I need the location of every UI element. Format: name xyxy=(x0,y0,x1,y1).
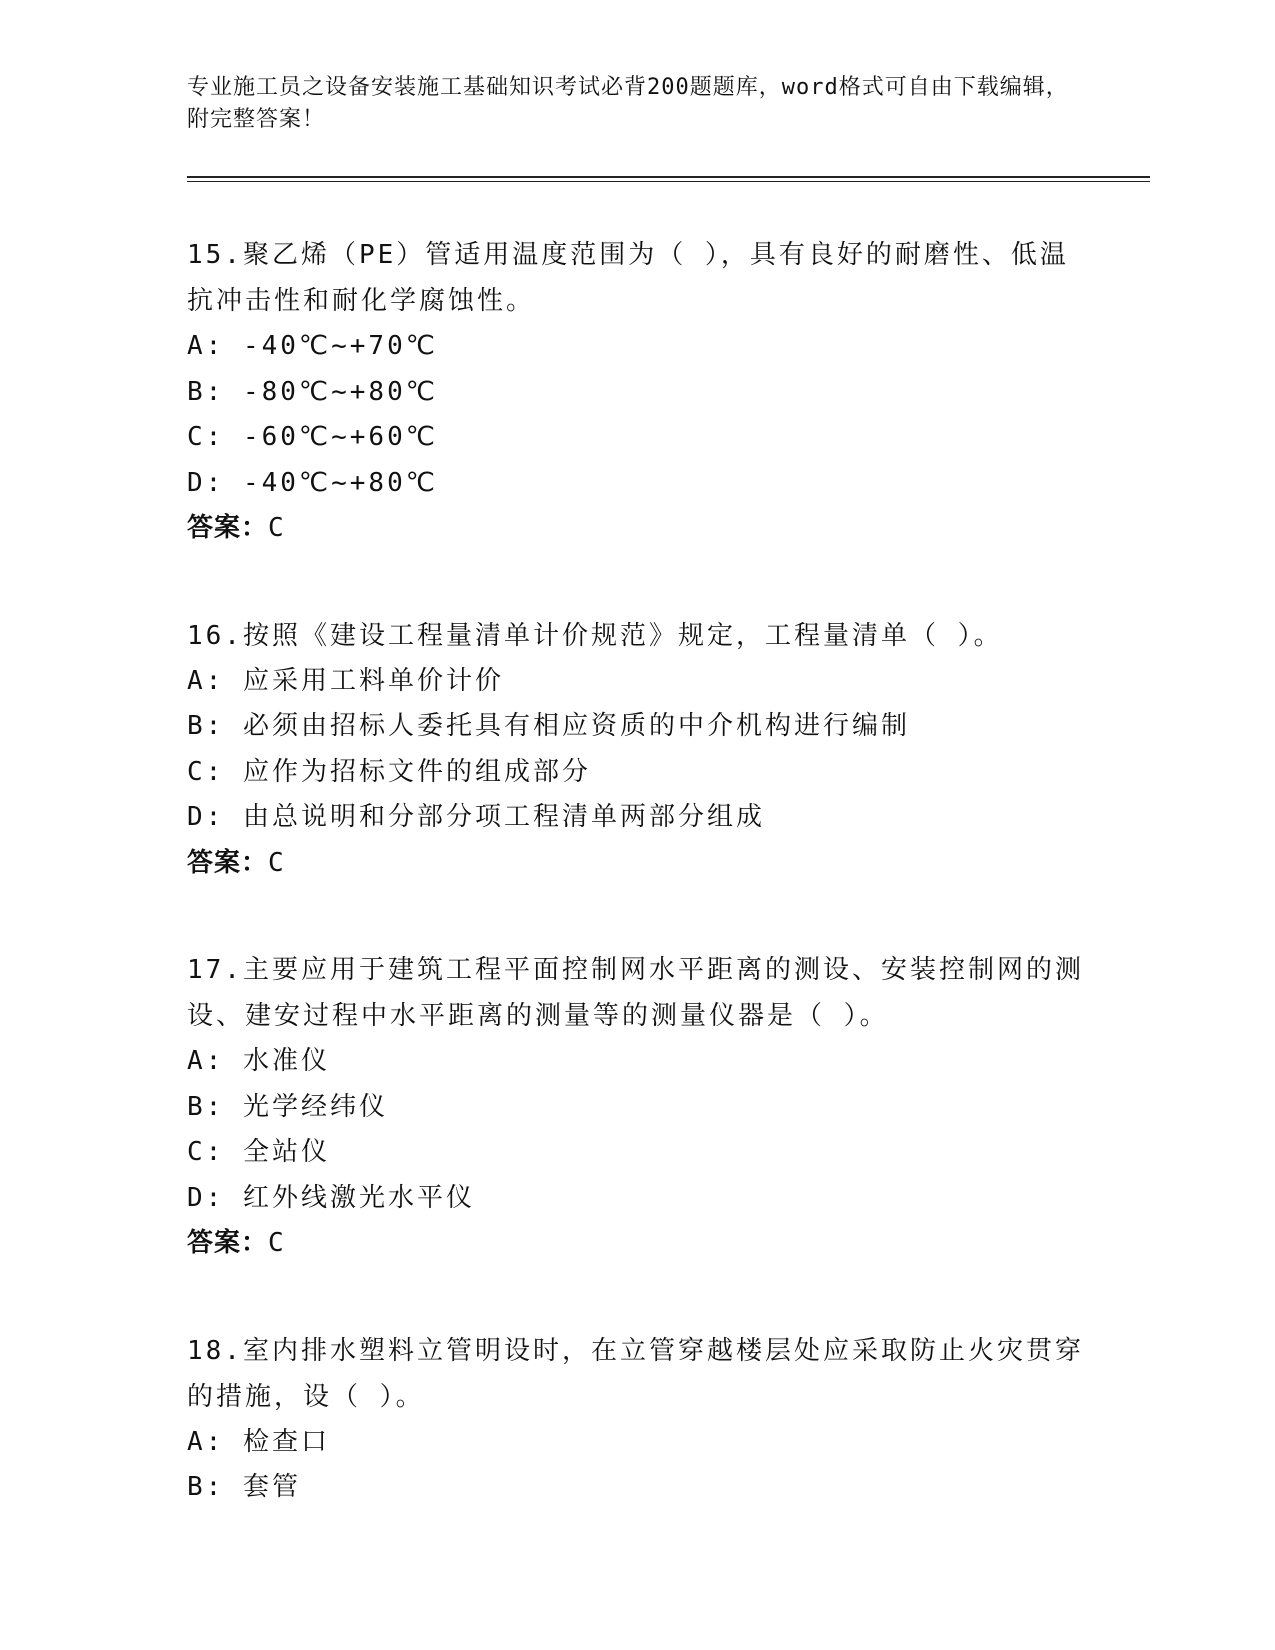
question-list xyxy=(187,232,1087,1572)
answer-label: 答案： xyxy=(187,847,269,878)
header-divider-thick xyxy=(187,176,1150,178)
question-18 xyxy=(187,1328,1087,1511)
document-header: 专业施工员之设备安装施工基础知识考试必背200题题库，word格式可自由下载编辑，附完整答案！ xyxy=(187,75,1069,132)
option-b: B: -80℃~+80℃ xyxy=(187,376,438,407)
option-c: C: 全站仪 xyxy=(187,1137,330,1167)
option-a: A: 应采用工料单价计价 xyxy=(187,665,504,696)
question-16 xyxy=(187,613,1087,887)
answer-value: C xyxy=(268,513,285,543)
option-a: A: 检查口 xyxy=(187,1426,330,1457)
question-stem: 18.室内排水塑料立管明设时，在立管穿越楼层处应采取防止火灾贯穿的措施，设（ ）。 xyxy=(187,1335,1084,1412)
option-b: B: 光学经纬仪 xyxy=(187,1091,388,1122)
answer-line xyxy=(187,841,1087,887)
question-stem: 16.按照《建设工程量清单计价规范》规定，工程量清单（ ）。 xyxy=(187,620,1003,651)
header-divider-thin xyxy=(187,181,1150,182)
option-d: D: 红外线激光水平仪 xyxy=(187,1182,475,1213)
option-d: D: 由总说明和分部分项工程清单两部分组成 xyxy=(187,802,765,832)
answer-value: C xyxy=(268,847,285,878)
option-c: C: 应作为招标文件的组成部分 xyxy=(187,756,591,787)
option-d: D: -40℃~+80℃ xyxy=(187,467,438,498)
question-15 xyxy=(187,232,1087,552)
question-stem: 17.主要应用于建筑工程平面控制网水平距离的测设、安装控制网的测设、建安过程中水平距离的测量等的测量仪器是（ ）。 xyxy=(187,955,1084,1031)
option-a: A: -40℃~+70℃ xyxy=(187,331,438,361)
answer-label: 答案： xyxy=(187,1228,269,1258)
answer-value: C xyxy=(268,1228,285,1258)
question-stem: 15.聚乙烯（PE）管适用温度范围为（ ），具有良好的耐磨性、低温抗冲击性和耐化学腐蚀性。 xyxy=(187,240,1069,316)
option-b: B: 套管 xyxy=(187,1472,301,1502)
option-b: B: 必须由招标人委托具有相应资质的中介机构进行编制 xyxy=(187,711,910,741)
answer-label: 答案： xyxy=(187,513,269,543)
option-c: C: -60℃~+60℃ xyxy=(187,422,438,452)
answer-line xyxy=(187,506,1087,552)
option-a: A: 水准仪 xyxy=(187,1046,330,1076)
question-17 xyxy=(187,947,1087,1267)
answer-line xyxy=(187,1221,1087,1267)
